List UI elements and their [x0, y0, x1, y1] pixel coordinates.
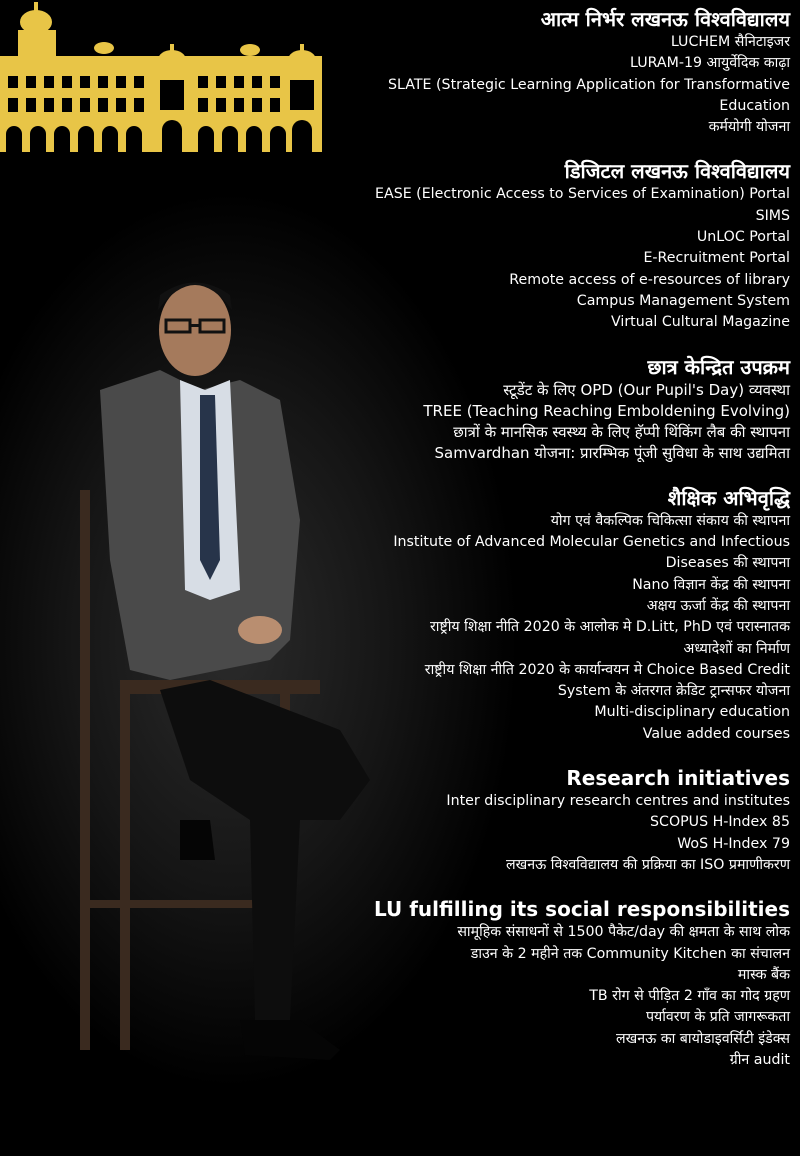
section-title: आत्म निर्भर लखनऊ विश्वविद्यालय: [540, 7, 790, 31]
list-item: ग्रीन audit: [729, 1051, 790, 1068]
initiatives-list: [320, 6, 790, 1071]
list-item: SCOPUS H-Index 85: [650, 814, 790, 831]
list-item: Inter disciplinary research centres and institutes: [446, 793, 790, 810]
list-item: लखनऊ का बायोडाइवर्सिटी इंडेक्स: [615, 1030, 790, 1047]
list-item: LUCHEM सैनिटाइजर: [670, 34, 790, 50]
list-item: Diseases की स्थापना: [665, 555, 790, 572]
list-item: राष्ट्रीय शिक्षा नीति 2020 के कार्यान्वयन मे Choice Based Credit: [424, 661, 790, 678]
list-item: Institute of Advanced Molecular Genetics and Infectious: [393, 534, 790, 551]
list-item: EASE (Electronic Access to Services of Examination) Portal: [375, 186, 790, 203]
list-item: स्टूडेंट के लिए OPD (Our Pupil's Day) व्यवस्था: [503, 380, 790, 399]
list-item: Remote access of e-resources of library: [509, 271, 790, 288]
list-item: सामूहिक संसाधनों से 1500 पैकेट/day की क्षमता के साथ लोक: [457, 924, 790, 941]
list-item: मास्क बैंक: [737, 966, 790, 983]
list-item: अध्यादेशों का निर्माण: [683, 640, 790, 657]
section-research: [320, 765, 790, 876]
section-title: LU fulfilling its social responsibilities: [373, 897, 790, 922]
university-building-logo-icon: [0, 0, 322, 152]
list-item: छात्रों के मानसिक स्वस्थ्य के लिए हॅप्पी थिंकिंग लैब की स्थापना: [453, 423, 790, 442]
list-item: Samvardhan योजना: प्रारम्भिक पूंजी सुविधा के साथ उद्यमिता: [434, 444, 790, 463]
list-item: राष्ट्रीय शिक्षा नीति 2020 के आलोक मे D.Litt, PhD एवं परास्नातक: [429, 619, 790, 636]
list-item: Education: [719, 97, 790, 114]
section-title: छात्र केन्द्रित उपक्रम: [647, 354, 790, 379]
list-item: पर्यावरण के प्रति जागरूकता: [645, 1009, 790, 1026]
list-item: अक्षय ऊर्जा केंद्र की स्थापना: [646, 597, 790, 614]
section-social: [320, 896, 790, 1071]
list-item: SIMS: [755, 207, 790, 224]
list-item: योग एवं वैकल्पिक चिकित्सा संकाय की स्थापना: [550, 512, 790, 529]
list-item: TREE (Teaching Reaching Emboldening Evolving): [423, 401, 790, 420]
section-student-centric: [320, 354, 790, 465]
list-item: E-Recruitment Portal: [643, 250, 790, 267]
list-item: Campus Management System: [576, 292, 790, 309]
list-item: कर्मयोगी योजना: [708, 119, 790, 136]
section-title: शैक्षिक अभिवृद्धि: [667, 485, 790, 510]
list-item: TB रोग से पीड़ित 2 गाँव का गोद ग्रहण: [589, 988, 790, 1005]
list-item: SLATE (Strategic Learning Application for Transformative: [388, 76, 790, 93]
list-item: Multi-disciplinary education: [594, 704, 790, 721]
list-item: UnLOC Portal: [696, 229, 790, 246]
list-item: System के अंतरगत क्रेडिट ट्रान्सफर योजना: [557, 683, 790, 700]
list-item: Virtual Cultural Magazine: [611, 314, 790, 331]
section-title: Research initiatives: [566, 766, 790, 791]
list-item: WoS H-Index 79: [677, 835, 790, 852]
section-academic: [320, 485, 790, 745]
section-digital: [320, 158, 790, 333]
list-item: Nano विज्ञान केंद्र की स्थापना: [632, 576, 790, 593]
list-item: LURAM-19 आयुर्वेदिक काढ़ा: [630, 55, 790, 72]
section-atmanirbhar: [320, 6, 790, 138]
list-item: Value added courses: [642, 725, 790, 742]
list-item: लखनऊ विश्वविद्यालय की प्रक्रिया का ISO प्रमाणीकरण: [506, 856, 790, 873]
list-item: डाउन के 2 महीने तक Community Kitchen का संचालन: [470, 945, 790, 962]
section-title: डिजिटल लखनऊ विश्वविद्यालय: [564, 159, 790, 184]
